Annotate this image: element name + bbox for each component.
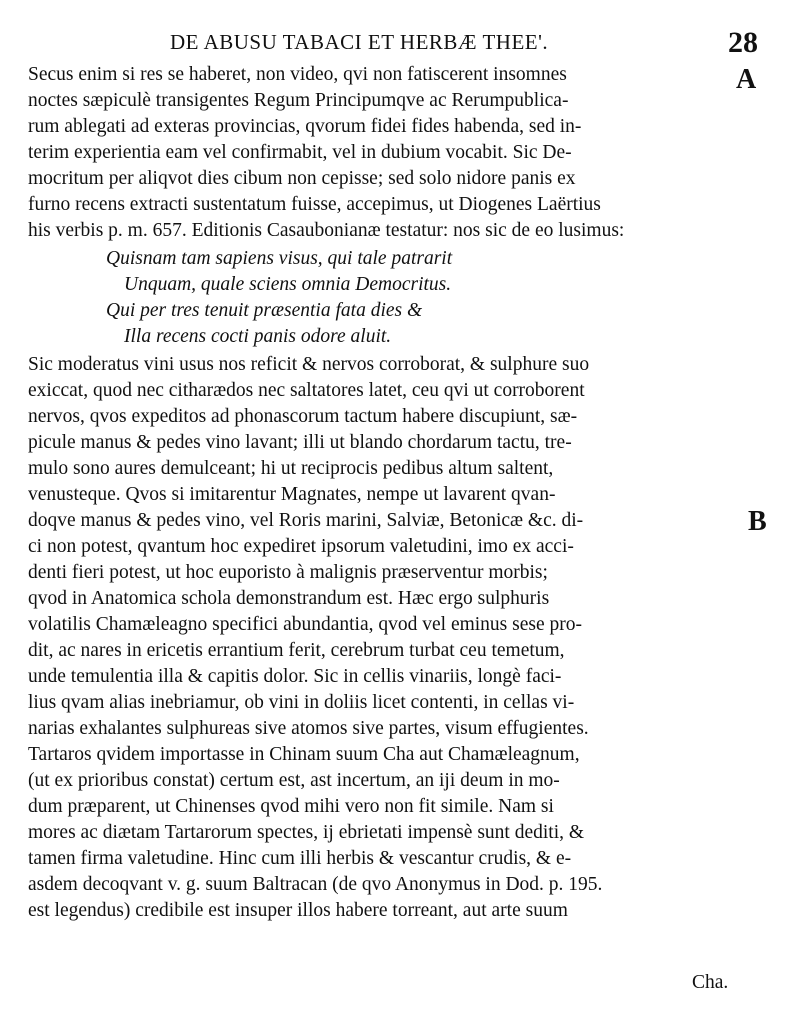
page-number: 28 — [728, 26, 758, 59]
text-line: volatilis Chamæleagno specifici abundantia, qvod vel eminus sese pro- — [28, 614, 582, 635]
text-line: terim experientia eam vel confirmabit, vel in dubium vocabit. Sic De- — [28, 142, 572, 163]
text-line: Tartaros qvidem importasse in Chinam suum Cha aut Chamæleagnum, — [28, 744, 580, 765]
text-line: lius qvam alias inebriamur, ob vini in doliis licet contenti, in cellas vi- — [28, 692, 575, 713]
verse-line: Illa recens cocti panis odore aluit. — [124, 326, 392, 347]
text-line: rum ablegati ad exteras provincias, qvorum fidei fides habenda, sed in- — [28, 116, 582, 137]
text-line: exiccat, quod nec citharædos nec saltatores latet, ceu qvi ut corroborent — [28, 380, 585, 401]
text-line: ci non potest, qvantum hoc expediret ipsorum valetudini, imo ex acci- — [28, 536, 574, 557]
text-line: his verbis p. m. 657. Editionis Casaubonianæ testatur: nos sic de eo lusimus: — [28, 220, 625, 241]
text-line: venusteque. Qvos si imitarentur Magnates, nempe ut lavarent qvan- — [28, 484, 556, 505]
margin-letter-b: B — [748, 506, 767, 537]
text-line: noctes sæpiculè transigentes Regum Principumqve ac Rerumpublica- — [28, 90, 569, 111]
text-line: unde temulentia illa & capitis dolor. Sic in cellis vinariis, longè faci- — [28, 666, 562, 687]
text-line: doqve manus & pedes vino, vel Roris marini, Salviæ, Betonicæ &c. di- — [28, 510, 584, 531]
running-title: DE ABUSU TABACI ET HERBÆ THEE'. — [170, 30, 549, 54]
text-line: (ut ex prioribus constat) certum est, ast incertum, an iji deum in mo- — [28, 770, 560, 791]
text-line: est legendus) credibile est insuper illos habere torreant, aut arte suum — [28, 900, 568, 921]
text-line: mocritum per aliqvot dies cibum non cepisse; sed solo nidore panis ex — [28, 168, 576, 189]
text-line: asdem decoqvant v. g. suum Baltracan (de qvo Anonymus in Dod. p. 195. — [28, 874, 603, 895]
text-line: mores ac diætam Tartarorum spectes, ij ebrietati impensè sunt dediti, & — [28, 822, 585, 843]
catchword: Cha. — [692, 972, 729, 993]
verse-line: Quisnam tam sapiens visus, qui tale patrarit — [106, 248, 453, 269]
text-line: dit, ac nares in ericetis errantium ferit, cerebrum turbat ceu temetum, — [28, 640, 565, 661]
text-line: nervos, qvos expeditos ad phonascorum tactum habere discupiunt, sæ- — [28, 406, 578, 427]
text-line: picule manus & pedes vino lavant; illi ut blando chordarum tactu, tre- — [28, 432, 572, 453]
text-line: narias exhalantes sulphureas sive atomos sive partes, visum effugientes. — [28, 718, 589, 739]
text-line: Sic moderatus vini usus nos reficit & nervos corroborat, & sulphure suo — [28, 354, 590, 375]
text-line: furno recens extracti sustentatum fuisse, accepimus, ut Diogenes Laërtius — [28, 194, 601, 215]
text-line: denti fieri potest, ut hoc euporisto à malignis præserventur morbis; — [28, 562, 548, 583]
text-line: tamen firma valetudine. Hinc cum illi herbis & vescantur crudis, & e- — [28, 848, 572, 869]
verse-line: Unquam, quale sciens omnia Democritus. — [124, 274, 452, 295]
verse-line: Qui per tres tenuit præsentia fata dies & — [106, 300, 423, 321]
text-line: dum præparent, ut Chinenses qvod mihi vero non fit simile. Nam si — [28, 796, 554, 817]
text-line: qvod in Anatomica schola demonstrandum est. Hæc ergo sulphuris — [28, 588, 550, 609]
text-line: Secus enim si res se haberet, non video, qvi non fatiscerent insomnes — [28, 64, 567, 85]
text-line: mulo sono aures demulceant; hi ut reciprocis pedibus altum saltent, — [28, 458, 554, 479]
margin-letter-a: A — [736, 64, 757, 95]
